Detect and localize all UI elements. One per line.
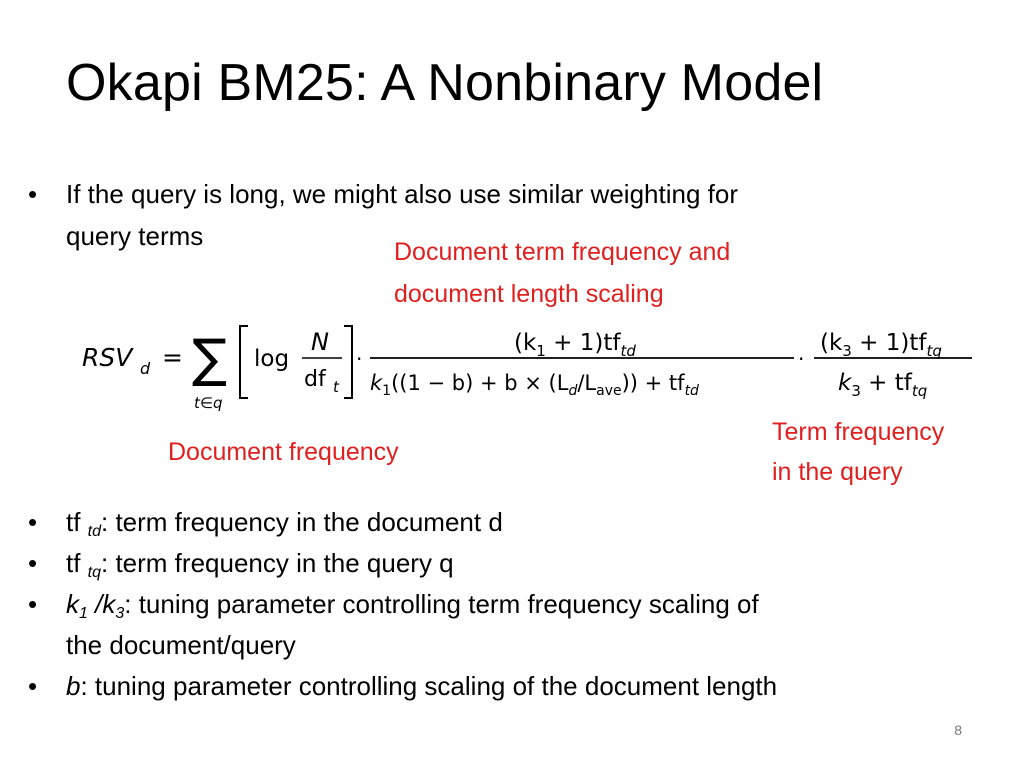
bullet-text: query terms xyxy=(66,221,204,251)
formula-rsv: RSV xyxy=(82,343,133,372)
formula-equals: = xyxy=(162,343,183,372)
def-b xyxy=(28,666,778,707)
annotation-doc-freq: Document frequency xyxy=(168,438,399,466)
def-sub: td xyxy=(87,523,102,540)
formula-num1-a: $(k_1 + 1)tf_{td}$ xyxy=(514,330,636,360)
def-k3: k xyxy=(102,589,116,619)
bullet-dot: • xyxy=(28,671,38,701)
def-k1: k xyxy=(66,589,79,619)
bm25-formula xyxy=(78,318,978,414)
def-text: : tuning parameter controlling term frequency scaling of xyxy=(124,589,759,619)
def-sep: / xyxy=(87,589,103,619)
def-text: : tuning parameter controlling scaling of the document length xyxy=(80,671,778,701)
def-k1-sub: 1 xyxy=(79,605,88,622)
formula-right-bracket xyxy=(344,326,352,398)
slide-title: Okapi BM25: A Nonbinary Model xyxy=(66,54,824,112)
bullet-text: If the query is long, we might also use similar weighting for xyxy=(66,179,738,209)
formula-dot-2: · xyxy=(798,347,805,371)
formula-den1: $k_1((1 - b) + b \times (L_d/L_{ave})) + tf_{td}$ xyxy=(370,371,699,399)
formula-svg xyxy=(78,318,978,414)
def-b-symbol: b xyxy=(66,671,81,701)
annotation-query-tf-line1: Term frequency xyxy=(772,418,945,446)
def-sub: tq xyxy=(87,564,102,581)
def-k1-k3-continuation xyxy=(66,625,296,666)
formula-df: df xyxy=(304,367,326,392)
page-number: 8 xyxy=(954,722,962,738)
formula-sum-sub: t∈q xyxy=(194,394,223,412)
formula-num2: $(k_3 + 1)tf_{tq}$ xyxy=(820,330,942,360)
bullet-dot: • xyxy=(28,179,38,209)
formula-rsv-sub: d xyxy=(140,359,151,378)
def-prefix: tf xyxy=(66,507,88,537)
annotation-query-tf-line2: in the query xyxy=(772,458,903,486)
def-text: : term frequency in the document d xyxy=(101,507,503,537)
annotation-doc-tf-line1: Document term frequency and xyxy=(394,238,731,266)
formula-dot-1: · xyxy=(356,347,363,371)
def-text-2: the document/query xyxy=(66,630,296,660)
formula-sum: ∑ xyxy=(192,329,228,389)
formula-log: log xyxy=(254,346,290,372)
formula-left-bracket xyxy=(240,326,248,398)
annotation-doc-tf-line2: document length scaling xyxy=(394,280,664,308)
bullet-query-long xyxy=(28,174,738,215)
bullet-dot: • xyxy=(28,507,38,537)
formula-den2: $k_3 + tf_{tq}$ xyxy=(838,370,928,400)
def-k3-sub: 3 xyxy=(115,605,125,622)
formula-N: N xyxy=(311,328,329,356)
def-prefix: tf xyxy=(66,548,88,578)
bullet-dot: • xyxy=(28,548,38,578)
bullet-dot: • xyxy=(28,589,38,619)
def-text: : term frequency in the query q xyxy=(101,548,454,578)
bullet-continuation xyxy=(66,216,203,257)
formula-df-sub: t xyxy=(333,378,339,396)
